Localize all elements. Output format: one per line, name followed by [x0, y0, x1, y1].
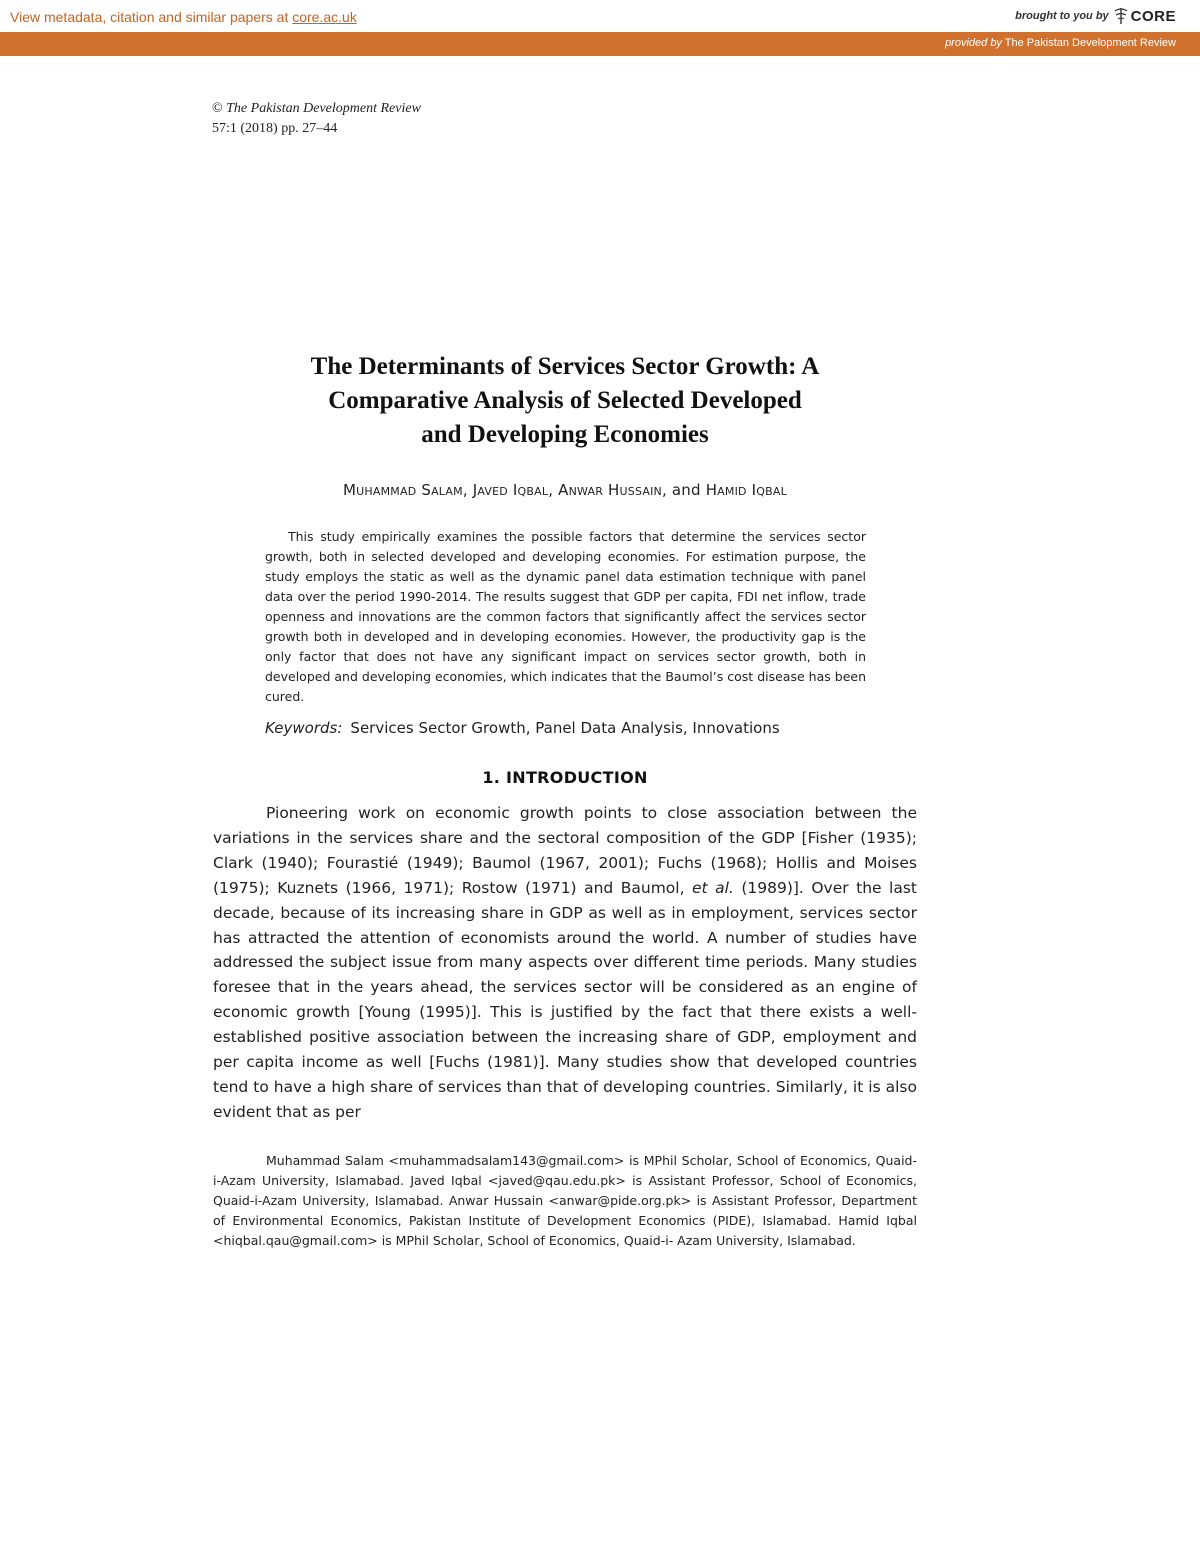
core-logo-icon	[1113, 6, 1129, 26]
core-banner	[0, 0, 1200, 32]
section-heading: 1. INTRODUCTION	[482, 768, 648, 787]
author-separator-1: ,	[462, 481, 473, 499]
title-line-3: and Developing Economies	[421, 421, 709, 448]
brought-to-you-text: brought to you by	[1015, 10, 1109, 22]
provided-by-source: The Pakistan Development Review	[1004, 37, 1176, 49]
footnote-text: Muhammad Salam <muhammadsalam143@gmail.com> is MPhil Scholar, School of Economics, Quaid-i-Azam University, Islamabad. Javed Iqbal <javed@qau.edu.pk> is Assistant Professor, School of Economics, Quaid-i-Azam University, Islamabad. Anwar Hussain <anwar@pide.org.pk> is Assistant Professor, Department of Environmental Economics, Pakistan Institute of Development Economics (PIDE), Islamabad. Hamid Iqbal <hiqbal.qau@gmail.com> is MPhil Scholar, School of Economics, Quaid-i- Azam University, Islamabad.	[213, 1153, 917, 1248]
body-text	[213, 801, 917, 1125]
core-provider-bar	[0, 32, 1200, 56]
body-paragraph	[213, 801, 917, 1125]
author-4: Hamid Iqbal	[705, 481, 787, 499]
core-brand-name: CORE	[1130, 7, 1176, 25]
abstract-text: This study empirically examines the possible factors that determine the services sector growth, both in selected developed and developing economies. For estimation purpose, the study employs the static as well as the dynamic panel data estimation technique with panel data over the period 1990-2014. The results suggest that GDP per capita, FDI net inflow, trade openness and innovations are the common factors that significantly affect the services sector growth both in developed and in developing economies. However, the productivity gap is the only factor that does not have any significant impact on services sector growth, both in developed and developing economies, which indicates that the Baumol’s cost disease has been cured.	[265, 529, 866, 704]
core-metadata-link[interactable]	[10, 9, 357, 25]
title-line-1: The Determinants of Services Sector Growth: A	[310, 353, 820, 380]
keywords-value: Services Sector Growth, Panel Data Analysis, Innovations	[350, 719, 780, 737]
author-list	[200, 481, 930, 499]
copyright-symbol: ©	[212, 101, 223, 116]
et-al: et al.	[692, 878, 734, 897]
core-link-site[interactable]: core.ac.uk	[292, 9, 357, 25]
author-1: Muhammad Salam	[343, 481, 463, 499]
core-link-prefix: View metadata, citation and similar papers at	[10, 9, 293, 25]
keywords	[265, 719, 866, 737]
abstract	[265, 527, 866, 707]
author-conjunction: , and	[661, 481, 706, 499]
journal-citation: 57:1 (2018) pp. 27–44	[212, 121, 338, 136]
paper-title	[200, 350, 930, 452]
title-line-2: Comparative Analysis of Selected Developed	[328, 387, 802, 414]
journal-header	[212, 99, 421, 139]
author-2: Javed Iqbal	[472, 481, 549, 499]
body-paragraph-part-1: Pioneering work on economic growth points to close association between the variations in the services share and the sectoral composition of the GDP [Fisher (1935); Clark (1940); Fourastié (1949); Baumol (1967, 2001); Fuchs (1968); Hollis and Moises (1975); Kuznets (1966, 1971); Rostow (1971) and Baumol,	[213, 804, 917, 897]
author-footnote	[213, 1151, 917, 1251]
author-3: Anwar Hussain	[558, 481, 662, 499]
body-paragraph-part-2: (1989)]. Over the last decade, because of its increasing share in GDP as well as in employment, services sector has attracted the attention of economists around the world. A number of studies have addressed the subject issue from many aspects over different time periods. Many studies foresee that in the years ahead, the services sector will be considered as an engine of economic growth [Young (1995)]. This is justified by the fact that there exists a well-established positive association between the increasing share of GDP, employment and per capita income as well [Fuchs (1981)]. Many studies show that developed countries tend to have a high share of services than that of developing countries. Similarly, it is also evident that as per	[213, 878, 917, 1121]
provided-by-label: provided by	[945, 37, 1002, 49]
core-brand[interactable]	[1015, 4, 1176, 28]
journal-name: The Pakistan Development Review	[226, 101, 421, 116]
author-separator-2: ,	[548, 481, 559, 499]
core-provided-by[interactable]	[945, 37, 1176, 49]
journal-name-line	[212, 99, 421, 119]
keywords-label: Keywords:	[265, 719, 343, 737]
